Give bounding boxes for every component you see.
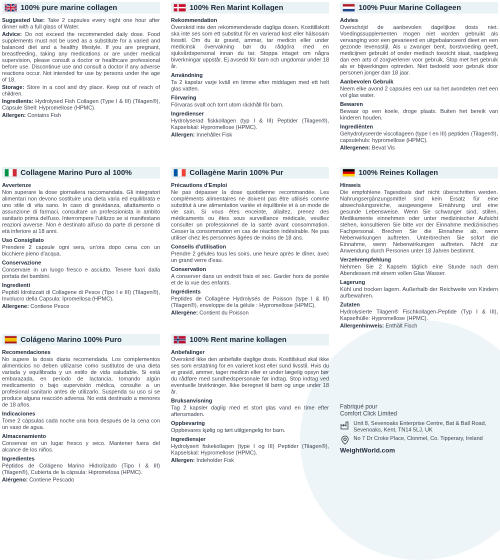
netherlands-flag-icon (343, 4, 356, 12)
block-heading: Conservazione (2, 259, 42, 266)
section-german (340, 167, 498, 397)
block-heading: Ingrédients (171, 288, 201, 295)
block-heading: Advies (340, 17, 359, 24)
section-english (2, 2, 160, 162)
block-heading: Lagerung (340, 279, 366, 286)
block-text: Bewaar op een koele, droge plaats. Buiten het bereik van kinderen houden. (340, 108, 498, 121)
block-text: Överskrid inte den rekommenderade dagliga dosen. Kosttillskott ska inte ses som ett substitut för en varierad kost eller hälsosam livsstil. Om du är gravid, ammar, tar medicin eller under medicinsk övervakning bør du rådgöra med en sjukvårdspersonal innan du tar. Stoppa intaget om några biverkningar uppstår. Ej avsedd för barn och ungdomar under 18 år. (171, 24, 329, 70)
factory-icon (340, 420, 350, 430)
section-french (171, 167, 329, 331)
block-heading: Hinweis (340, 182, 361, 189)
section-title: 100% Ren Marint Kollagen (189, 3, 284, 12)
allergen-text: Allergen: Contains Fish (2, 112, 61, 119)
allergen-text: Allergène: Contient du Poisson (171, 309, 249, 316)
block-text: Gehydrolyseerde viscollageen (type I en III) peptiden (Tilagen®), capsulehuls: hypromellose (HPMC). (340, 130, 498, 144)
section-norwegian (171, 334, 329, 498)
block-heading: Recomendaciones (2, 349, 51, 356)
block-heading: Bruksanvisning (171, 397, 213, 404)
block-heading: Rekommendation (171, 17, 218, 24)
storage-text: Storage: Store in a cool and dry place. Keep out of reach of children. (2, 84, 160, 97)
block-text: A conserver dans un endroit frais et sec. Garder hors de portée et de la vue des enfants. (171, 273, 329, 286)
block-text: Peptidi Idrolizzati di Collagene di Pesce (Tipo I e III) (Tilagen®), Involucro della Capsula: Ipromellosa (HPMC). (2, 289, 160, 302)
block-text: Hydrolysierte Tilagen® Fischkollagen-Peptide (Typ I & III), Kapselhülle: Hypromellose (HPMC). (340, 308, 498, 322)
block-heading: Bewaren (340, 101, 363, 108)
section-title: 100% Puur Marine Collageen (358, 3, 462, 12)
advice-text: Advice: Do not exceed the recommended daily dose. Food supplements must not be used as a substitute for a varied and balanced diet and a healthy lifestyle. If you are pregnant, breastfeeding, taking any medications or are under medical supervision, please consult a doctor or healthcare professional before use. Discontinue use and consult a doctor if any adverse reactions occur. Not intended for use by persons under the age of 18. (2, 31, 160, 83)
section-dutch (340, 2, 498, 162)
block-text: Förvaras svalt och torrt utom räckhåll för barn. (171, 101, 284, 108)
block-heading: Ingrediënten (340, 123, 374, 130)
ie-address: No 7 Dr Croke Place, Clonmel, Co. Tipperary, Ireland (353, 435, 483, 442)
section-title: 100% Reines Kollagen (358, 168, 439, 177)
spain-flag-icon (5, 336, 18, 344)
block-text: Prendre 2 gélules tous les soirs, une heure après le dîner, avec un grand verre d'eau. (171, 250, 329, 264)
italy-flag-icon (5, 169, 18, 177)
block-heading: Précautions d'Emploi (171, 182, 228, 189)
section-title: Colágeno Marino 100% Puro (20, 335, 122, 344)
block-text: Kühl und trocken lagern. Außerhalb der Reichweite von Kindern aufbewahren. (340, 286, 498, 299)
section-danish (171, 2, 329, 162)
section-italian (2, 167, 160, 331)
title-bar (340, 167, 498, 179)
france-flag-icon (174, 169, 187, 177)
block-heading: Ingredienti (2, 282, 31, 289)
block-text: Oppbevares kjølig og tørt utilgjengelig for barn. (171, 427, 286, 434)
allergen-text: Allergen: Indeholder Fisk (171, 457, 234, 464)
title-bar (340, 2, 498, 14)
germany-flag-icon (343, 169, 356, 177)
allergen-text: Allergenen: Bevat Vis (340, 144, 395, 151)
allergen-text: Allergenhinweis: Enthält Fisch (340, 322, 418, 329)
block-heading: Uso Consigliato (2, 237, 44, 244)
ingredients-text: Ingredients: Hydrolysed Fish Collagen (Type I & III) (Tilagen®), Capsule Shell: Hypromellose (HPMC). (2, 98, 160, 111)
norway-flag-icon (174, 336, 187, 344)
block-text: Hydrolysert fiskekollagen (type I og III) Peptider (Tilagen®), Kapselskal: Hypromellose (HPMC). (171, 443, 329, 456)
denmark-flag-icon (174, 4, 187, 12)
manufacturer-info (340, 403, 498, 499)
block-heading: Ingredientes (2, 455, 35, 462)
block-text: Overschrijd de aanbevolen dagelijkse dosis niet. Voedingssupplementen mogen niet worden gebruikt als vervanging voor een gevarieerd en uitgebalanceerd dieet en een gezonde levensstijl. Als u zwanger bent, borstvoeding geeft, medicijnen gebruikt of onder medisch toezicht staat, raadpleeg dan een arts of zorgverlener voor gebruik. Stop met het gebruik als er bijwerkingen optreden. Niet bedoeld voor gebruik door personen jonger dan 18 jaar. (340, 24, 498, 76)
block-heading: Ingredienser (171, 110, 205, 117)
block-text: Neem elke avond 2 capsules een uur na het avondeten met een vol glas water. (340, 85, 498, 99)
block-heading: Användning (171, 72, 203, 79)
uk-address: Unit 8, Sevenoaks Enterprise Centre, Bat & Ball Road, Sevenoaks, Kent, TN14 5LJ, UK (353, 420, 487, 433)
block-heading: Conservation (171, 266, 207, 273)
block-text: Overskrid ikke den anbefalte daglige dosis. Kosttilskud skal ikke ses som erstatning for en varieret kost eller sund livsstil. Hvis du er gravid, ammer, tager medicin eller er under lægelig opsyn bør du rådføre med sundhedspersonale før indtag. Stop indtag ved eventuelle bivirkninger. Ikke beregnet til børn og unge under 18 år. (171, 356, 329, 395)
allergen-text: Alérgeno: Contiene Pescado (2, 476, 75, 483)
block-text: Hydrolyserad fiskkollagen (typ I & III) Peptider (Tilagen®), Kapselskal: Hypromellose (HPMC). (171, 117, 329, 131)
block-heading: Indicaciones (2, 410, 36, 417)
block-text: Tag 2 kapsler daglig med et stort glas vand en time efter aftensmaden. (171, 404, 329, 418)
block-text: No supere la dosis diaria recomendada. Los complementos alimenticios no deben utilizarse como sustitutos de una dieta variada y equilibrada y un estilo de vida saludable. Si está embarazada, en periodo de lactancia, tomando algún medicamento o bajo supervisión médica, consulte a un profesional sanitario antes de utilizarlo. Suspenda su uso si se produce alguna reacción adversa. No está destinado a menores de 18 años. (2, 356, 160, 408)
block-text: Peptides de Collagène Hydrolysés de Poisson (type I & III) (Tilagen®), enveloppe de la gélule : Hypromellose (HPMC). (171, 295, 329, 309)
title-bar (171, 334, 329, 346)
section-title: Collagene Marino Puro al 100% (20, 168, 132, 177)
section-title: 100% Rent marine kollagen (189, 335, 287, 344)
block-text: Conservar en un lugar fresco y seco. Mantener fuera del alcance de los niños. (2, 440, 160, 453)
block-heading: Anbefalinger (171, 349, 205, 356)
block-heading: Förvaring (171, 94, 197, 101)
title-bar (2, 167, 160, 179)
uk-address-line (340, 420, 498, 433)
block-heading: Avvertenze (2, 182, 32, 189)
block-text: Conservare in un luogo fresco e asciutto. Tenere fuori dalla portata dei bambini. (2, 266, 160, 280)
block-heading: Verzehrempfehlung (340, 256, 392, 263)
block-text: Die empfohlene Tagesdosis darf nicht überschritten werden. Nahrungsergänzungsmittel sind kein Ersatz für eine abwechslungsreiche, ausgewogene Ernährung und eine gesunde Lebensweise. Wenn Sie schwanger sind, stillen, Medikamente einnehmen oder unter medizinischer Aufsicht stehen, konsultieren Sie bitte vor der Einnahme medizinisches Fachpersonal. Brechen Sie die Einnahme ab, wenn Nebenwirkungen auftreten. Unterbrechen Sie sofort die Einnahme, wenn Nebenwirkungen auftreten. Nicht zur Anwendung durch Personen unter 18 Jahren bestimmt. (340, 189, 498, 254)
block-heading: Ingrediensjer (171, 436, 206, 443)
block-heading: Conseils d'utilisation (171, 243, 227, 250)
section-title: 100% pure marine collagen (20, 3, 118, 12)
location-pin-icon (340, 435, 350, 445)
title-bar (2, 334, 160, 346)
block-text: Nehmen Sie 2 Kapseln täglich eine Stunde nach dem Abendessen mit einem vollen Glas Wasser. (340, 263, 498, 277)
website-link[interactable]: WeightWorld.com (340, 446, 396, 454)
block-text: Prendere 2 capsule ogni sera, un'ora dopo cena con un bicchiere pieno d'acqua. (2, 244, 160, 257)
manufacturer-intro: Fabriqué pour Comfort Click Limited (340, 403, 398, 417)
ie-address-line (340, 435, 498, 445)
uk-flag-icon (5, 4, 18, 12)
block-text: Ne pas dépasser la dose quotidienne recommandée. Les compléments alimentaires ne doivent pas être utilisés comme substitut à une alimentation variée et équilibrée et à un mode de vie sain. Si vous êtes enceinte, allaitez, prenez des médicaments ou êtes sous surveillance médicale, veuillez consulter un professionnel de la santé avant consommation. Cesser la consommation en cas de réaction indésirable. Ne pas utiliser chez les personnes âgées de moins de 18 ans. (171, 189, 329, 241)
title-bar (171, 2, 329, 14)
block-heading: Zutaten (340, 301, 360, 308)
suggested-use-text: Suggested Use: Take 2 capsules every night one hour after dinner with a full glass of Water. (2, 17, 160, 30)
section-title: Collagène Marin 100% Pur (189, 168, 284, 177)
title-bar (171, 167, 329, 179)
allergen-text: Allergen: Innehåller Fisk (171, 131, 233, 138)
block-text: Tome 2 cápsulas cada noche una hora después de la cena con un vaso de agua. (2, 417, 160, 431)
block-heading: Aanbevolen Gebruik (340, 78, 394, 85)
block-text: Non superare la dose giornaliera raccomandata. Gli integratori alimentari non devono sostituire una dieta varia ed equilibrata e uno stile di vita sano. In caso di gravidanza, allattamento o assunzione di farmaci, consultare un professionista in ambito sanitario prima dell'uso. Interrompere l'utilizzo se si manifestano reazioni avverse. Non è destinato all'uso da parte di persone di età inferiore ai 18 anni. (2, 189, 160, 235)
block-text: Péptidos de Colágeno Marino Hidrolizado (Tipo I & III) (Tilagen®), Cubierta de la cápsula: Hipromelosa (HPMC). (2, 462, 160, 476)
section-spanish (2, 334, 160, 498)
block-text: Ta 2 kapslar varje kväll en timme efter middagen med ett helt glas vatten. (171, 79, 329, 92)
allergen-text: Allergene: Contiene Pesce (2, 303, 70, 310)
title-bar (2, 2, 160, 14)
block-heading: Oppbevaring (171, 420, 205, 427)
block-heading: Almacenamiento (2, 433, 47, 440)
